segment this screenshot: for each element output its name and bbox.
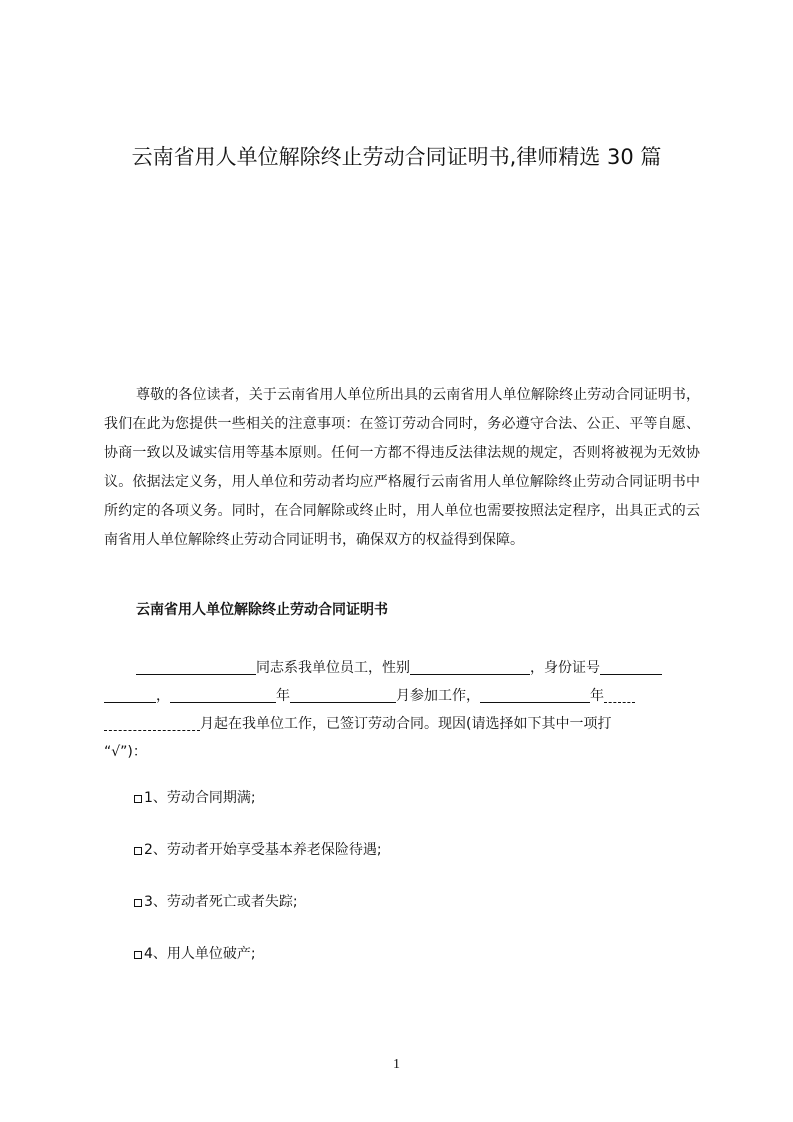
option-2[interactable] bbox=[134, 836, 382, 864]
checkbox-icon[interactable] bbox=[134, 847, 142, 855]
option-1[interactable] bbox=[134, 784, 382, 812]
form-line-2 bbox=[104, 682, 700, 710]
document-title: 云南省用人单位解除终止劳动合同证明书,律师精选 30 篇 bbox=[131, 145, 662, 169]
work-start-year-blank[interactable] bbox=[480, 687, 590, 703]
termination-options bbox=[134, 784, 382, 992]
intro-paragraph: 尊敬的各位读者，关于云南省用人单位所出具的云南省用人单位解除终止劳动合同证明书，我们在此为您提供一些相关的注意事项：在签订劳动合同时，务必遵守合法、公正、平等自愿、协商一致以及诚实信用等基本原则。任何一方都不得违反法律法规的规定，否则将被视为无效协议。依据法定义务，用人单位和劳动者均应严格履行云南省用人单位解除终止劳动合同证明书中所约定的各项义务。同时，在合同解除或终止时，用人单位也需要按照法定程序，出具正式的云南省用人单位解除终止劳动合同证明书，确保双方的权益得到保障。 bbox=[104, 387, 700, 548]
join-year-blank[interactable] bbox=[170, 687, 276, 703]
work-start-month-blank-start[interactable] bbox=[604, 687, 635, 703]
certificate-subtitle: 云南省用人单位解除终止劳动合同证明书 bbox=[136, 602, 388, 618]
checkbox-icon[interactable] bbox=[134, 951, 142, 959]
page-number: 1 bbox=[393, 1057, 400, 1072]
colleague-label: 同志系我单位员工，性别 bbox=[256, 660, 410, 676]
option-4-label: 4、用人单位破产; bbox=[144, 946, 256, 962]
option-4[interactable] bbox=[134, 940, 382, 968]
certificate-form bbox=[104, 654, 700, 766]
id-number-blank-end[interactable] bbox=[104, 687, 156, 703]
work-start-year-label: 年 bbox=[590, 688, 604, 704]
option-2-label: 2、劳动者开始享受基本养老保险待遇; bbox=[144, 842, 382, 858]
reason-start-label: 月起在我单位工作，已签订劳动合同。现因(请选择如下其中一项打 bbox=[200, 716, 612, 732]
join-month-label: 月参加工作， bbox=[396, 688, 480, 704]
checkbox-icon[interactable] bbox=[134, 795, 142, 803]
id-number-blank-start[interactable] bbox=[600, 659, 662, 675]
name-blank[interactable] bbox=[136, 659, 256, 675]
gender-blank[interactable] bbox=[410, 659, 530, 675]
comma-label: ， bbox=[156, 688, 170, 704]
work-start-month-blank-end[interactable] bbox=[104, 715, 200, 731]
checkbox-icon[interactable] bbox=[134, 899, 142, 907]
join-year-label: 年 bbox=[276, 688, 290, 704]
option-3-label: 3、劳动者死亡或者失踪; bbox=[144, 894, 298, 910]
form-line-4 bbox=[104, 738, 700, 766]
checkmark-instruction: “√”)： bbox=[104, 744, 147, 760]
option-1-label: 1、劳动合同期满; bbox=[144, 790, 256, 806]
join-month-blank[interactable] bbox=[290, 687, 396, 703]
form-line-1 bbox=[104, 654, 700, 682]
option-3[interactable] bbox=[134, 888, 382, 916]
id-number-label: ，身份证号 bbox=[530, 660, 600, 676]
form-line-3 bbox=[104, 710, 700, 738]
